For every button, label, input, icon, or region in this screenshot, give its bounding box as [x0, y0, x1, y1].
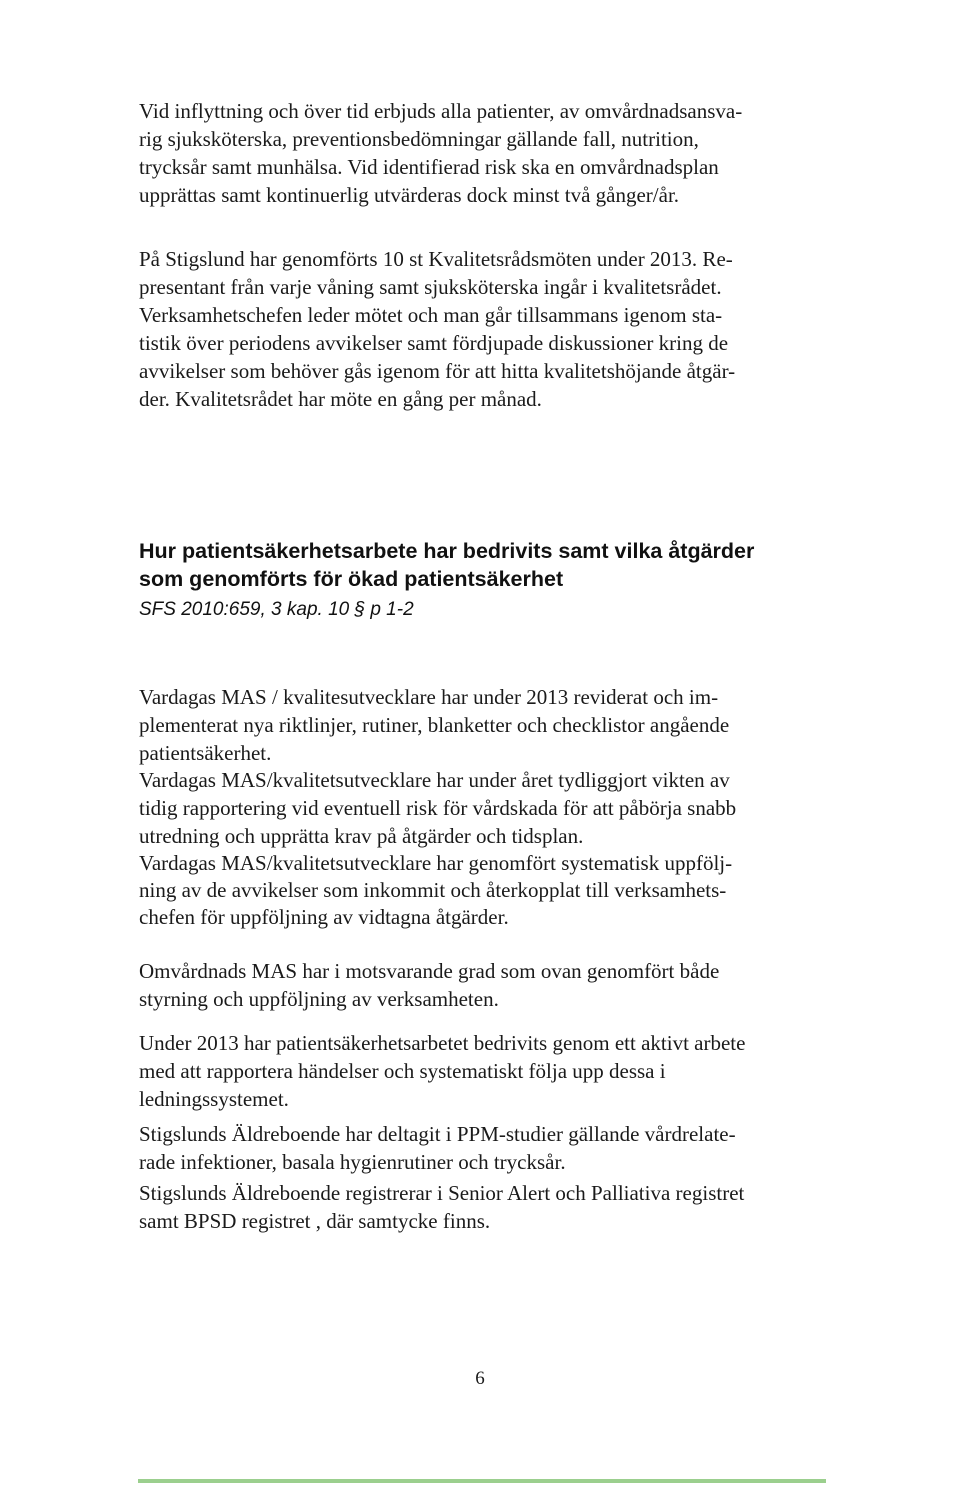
paragraph-line: Stigslunds Äldreboende har deltagit i PPM-studier gällande vårdrelate-	[139, 1122, 736, 1146]
paragraph-line: styrning och uppföljning av verksamheten.	[139, 987, 499, 1011]
page-number: 6	[475, 1368, 485, 1389]
paragraph-line: med att rapportera händelser och systematiskt följa upp dessa i	[139, 1059, 666, 1083]
paragraph-line: Omvårdnads MAS har i motsvarande grad som ovan genomfört både	[139, 959, 720, 983]
paragraph-line: utredning och upprätta krav på åtgärder och tidsplan.	[139, 824, 584, 848]
paragraph-line: Verksamhetschefen leder mötet och man går tillsammans igenom sta-	[139, 303, 723, 327]
law-reference: SFS 2010:659, 3 kap. 10 § p 1-2	[139, 599, 414, 620]
paragraph-line: rade infektioner, basala hygienrutiner och trycksår.	[139, 1150, 566, 1174]
paragraph-line: avvikelser som behöver gås igenom för att hitta kvalitetshöjande åtgär-	[139, 359, 736, 383]
paragraph-line: plementerat nya riktlinjer, rutiner, blanketter och checklistor angående	[139, 713, 730, 737]
footer-rule	[138, 1479, 826, 1483]
paragraph-line: Vardagas MAS/kvalitetsutvecklare har genomfört systematisk uppfölj-	[139, 851, 733, 875]
paragraph-line: Vid inflyttning och över tid erbjuds alla patienter, av omvårdnadsansva-	[139, 99, 743, 123]
paragraph-line: Stigslunds Äldreboende registrerar i Senior Alert och Palliativa registret	[139, 1181, 745, 1205]
paragraph-line: ning av de avvikelser som inkommit och återkopplat till verksamhets-	[139, 878, 727, 902]
paragraph-line: chefen för uppföljning av vidtagna åtgärder.	[139, 905, 509, 929]
paragraph-line: Under 2013 har patientsäkerhetsarbetet bedrivits genom ett aktivt arbete	[139, 1031, 746, 1055]
paragraph-line: tistik över periodens avvikelser samt fördjupade diskussioner kring de	[139, 331, 729, 355]
paragraph-line: samt BPSD registret , där samtycke finns.	[139, 1209, 491, 1233]
paragraph-line: Vardagas MAS / kvalitesutvecklare har under 2013 reviderat och im-	[139, 685, 719, 709]
section-heading: Hur patientsäkerhetsarbete har bedrivits samt vilka åtgärder	[139, 539, 755, 563]
section-heading: som genomförts för ökad patientsäkerhet	[139, 567, 564, 591]
paragraph-line: ledningssystemet.	[139, 1087, 289, 1111]
paragraph-line: der. Kvalitetsrådet har möte en gång per månad.	[139, 387, 542, 411]
paragraph-line: patientsäkerhet.	[139, 741, 272, 765]
paragraph-line: trycksår samt munhälsa. Vid identifierad risk ska en omvårdnadsplan	[139, 155, 719, 179]
paragraph-line: tidig rapportering vid eventuell risk för vårdskada för att påbörja snabb	[139, 796, 737, 820]
paragraph-line: presentant från varje våning samt sjuksköterska ingår i kvalitetsrådet.	[139, 275, 722, 299]
paragraph-line: Vardagas MAS/kvalitetsutvecklare har under året tydliggjort vikten av	[139, 768, 730, 792]
paragraph-line: upprättas samt kontinuerlig utvärderas dock minst två gånger/år.	[139, 183, 680, 207]
paragraph-line: rig sjuksköterska, preventionsbedömningar gällande fall, nutrition,	[139, 127, 699, 151]
paragraph-line: På Stigslund har genomförts 10 st Kvalitetsrådsmöten under 2013. Re-	[139, 247, 733, 271]
